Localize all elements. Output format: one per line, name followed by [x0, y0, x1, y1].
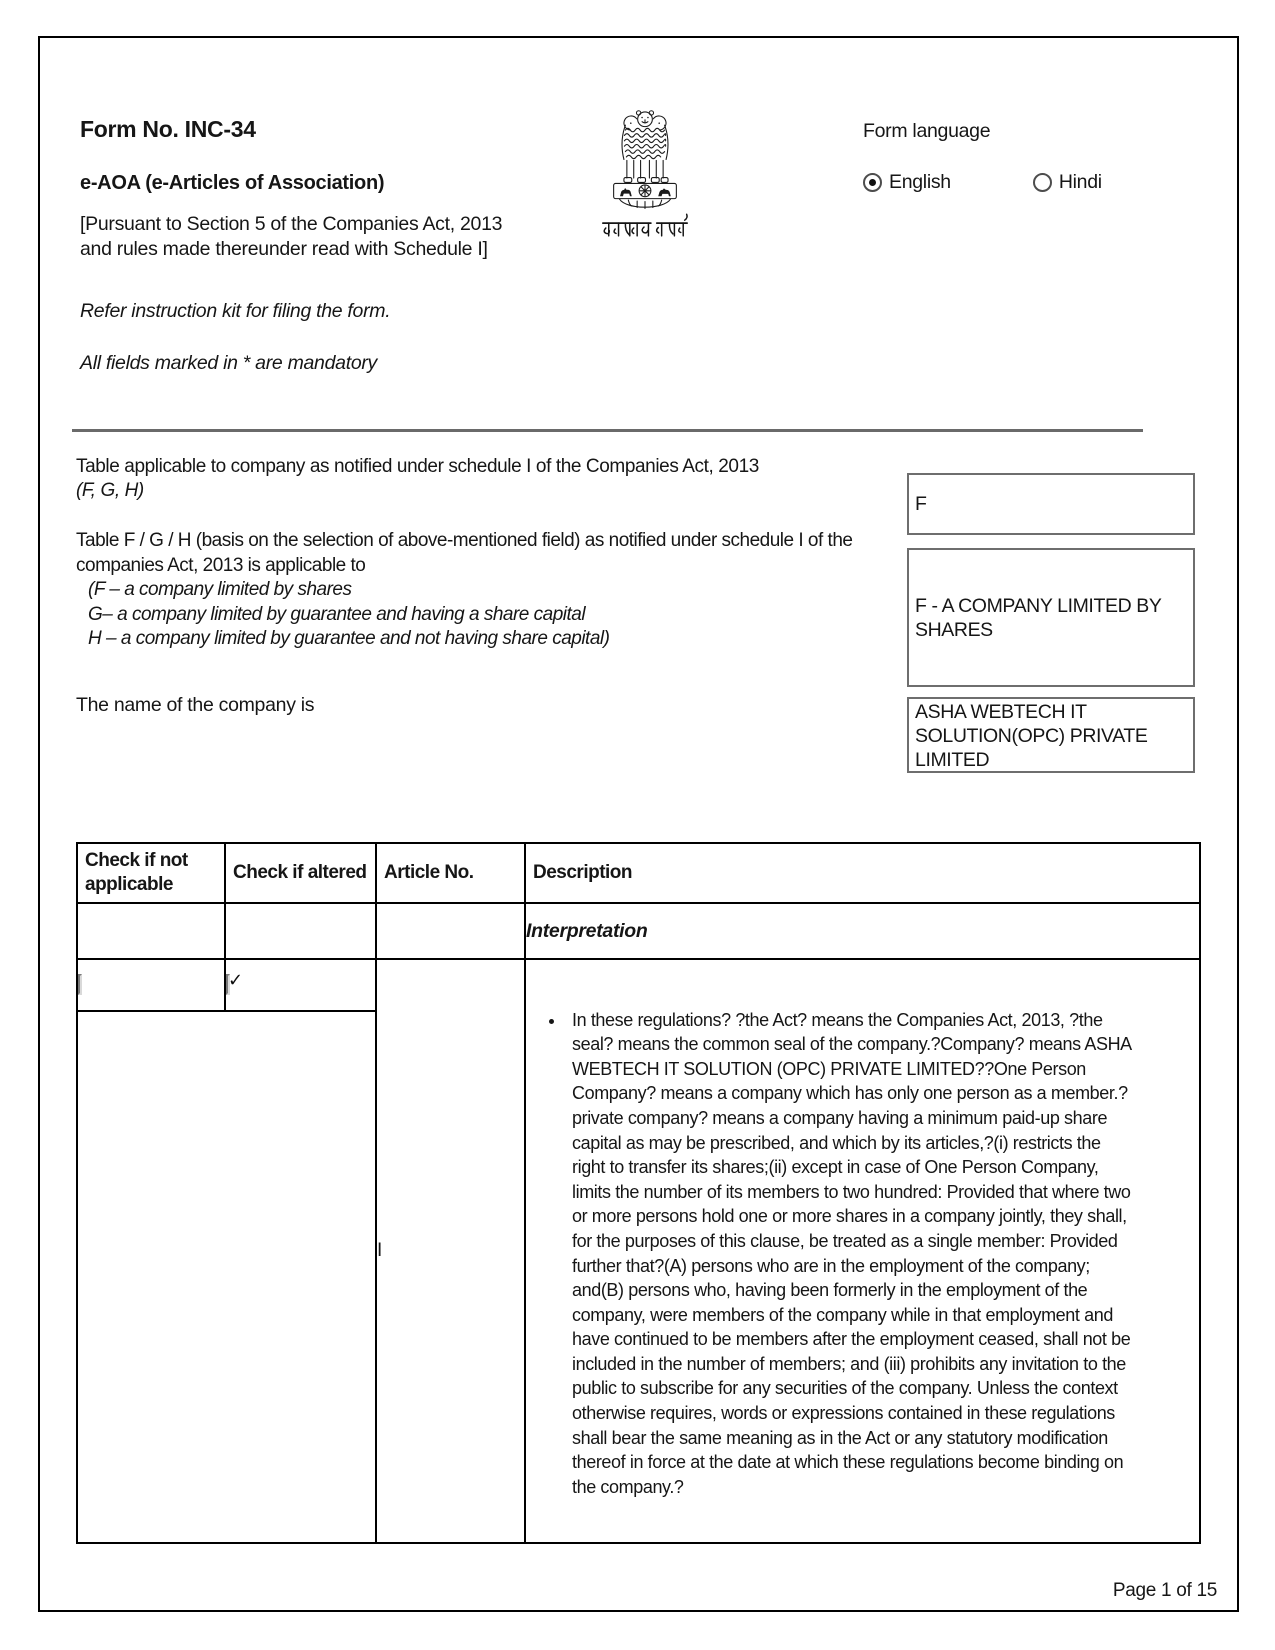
radio-english-label: English — [889, 171, 951, 193]
description-cell — [525, 959, 1200, 1543]
satyameva-jayate-caption — [603, 214, 687, 236]
table-applicable-label: Table applicable to company as notified under schedule I of the Companies Act, 2013 — [76, 456, 759, 477]
table-fgh-note-f: (F – a company limited by shares — [88, 579, 352, 600]
header-article-no: Article No. — [376, 843, 525, 903]
form-number-title: Form No. INC-34 — [80, 116, 256, 142]
checkbox-not-applicable[interactable] — [78, 974, 82, 995]
pursuant-text: [Pursuant to Section 5 of the Companies Act, 2013 and rules made thereunder read with Schedule I] — [80, 213, 503, 260]
description-text: • In these regulations? ?the Act? means the Companies Act, 2013, ?the seal? means the common seal of the company.?Company? means ASHA WEBTECH IT SOLUTION (OPC) PRIVATE LIMITED??One Person Company? means a company which has only one person as a member.?private company? means a company having a minimum paid-up share capital as may be prescribed, and which by its articles,?(i) restricts the right to transfer its shares;(ii) except in case of One Person Company, limits the number of its members to two hundred: Provided that where two or more persons hold one or more shares in a company jointly, they shall, for the purposes of this clause, be treated as a single member: Provided further that?(A) persons who are in the employment of the company; and(B) persons who, having been formerly in the employment of the company, were members of the company while in that employment and have continued to be members after the employment ceased, shall not be included in the number of members; and (iii) prohibits any invitation to the public to subscribe for any securities of the company. Unless the context otherwise requires, words or expressions contained in these regulations shall bear the same meaning as in the Act or any statutory modification thereof in force at the date at which these regulations become binding on the company.? — [566, 1008, 1132, 1500]
table-fgh-note-h: H – a company limited by guarantee and not having share capital) — [88, 628, 610, 649]
national-emblem-icon — [596, 106, 694, 256]
table-applicable-field[interactable] — [907, 473, 1195, 535]
radio-hindi-label: Hindi — [1058, 171, 1102, 193]
header-description: Description — [525, 843, 1200, 903]
description-list — [526, 1008, 1199, 1500]
table-fgh-label: Table F / G / H (basis on the selection of above-mentioned field) as notified under schedule I of the companies Act, 2013 is applicable to — [76, 530, 853, 576]
table-fgh-label-block — [76, 528, 894, 652]
table-fgh-field[interactable] — [907, 548, 1195, 687]
section-title-interpretation: Interpretation — [525, 903, 1200, 959]
header-check-if-altered: Check if altered — [225, 843, 376, 903]
articles-table — [76, 842, 1201, 1544]
empty-cell — [225, 903, 376, 959]
company-name-field[interactable] — [907, 697, 1195, 773]
instruction-mandatory-fields: All fields marked in * are mandatory — [80, 352, 378, 374]
check-icon: ✓ — [228, 970, 243, 990]
instruction-refer-kit: Refer instruction kit for filing the form. — [80, 300, 391, 322]
table-applicable-note: (F, G, H) — [76, 480, 144, 501]
table-fgh-value: F - A COMPANY LIMITED BY SHARES — [915, 594, 1162, 641]
radio-option-hindi[interactable] — [1033, 171, 1102, 194]
form-language-label: Form language — [863, 120, 991, 142]
radio-option-english[interactable] — [863, 171, 951, 194]
empty-cell — [376, 903, 525, 959]
checkbox-altered[interactable] — [226, 970, 243, 995]
cell-altered — [225, 959, 376, 1011]
empty-cell — [77, 903, 225, 959]
page-indicator: Page 1 of 15 — [1112, 1580, 1217, 1601]
company-name-value: ASHA WEBTECH IT SOLUTION(OPC) PRIVATE LIMITED — [915, 701, 1148, 771]
company-name-label: The name of the company is — [76, 694, 315, 716]
section-divider — [72, 429, 1143, 432]
table-applicable-value: F — [915, 493, 927, 515]
form-language-radiogroup — [863, 171, 1193, 194]
empty-merged-cell — [77, 1011, 376, 1543]
radio-hindi-icon[interactable] — [1033, 173, 1052, 192]
radio-english-icon[interactable] — [863, 173, 882, 192]
cell-not-applicable — [77, 959, 225, 1011]
article-no-cell: I — [376, 959, 525, 1543]
form-subtitle: e-AOA (e-Articles of Association) — [80, 172, 385, 194]
table-fgh-note-g: G– a company limited by guarantee and having a share capital — [88, 603, 586, 625]
header-check-if-not-applicable: Check if not applicable — [77, 843, 225, 903]
table-applicable-label-block — [76, 455, 876, 503]
